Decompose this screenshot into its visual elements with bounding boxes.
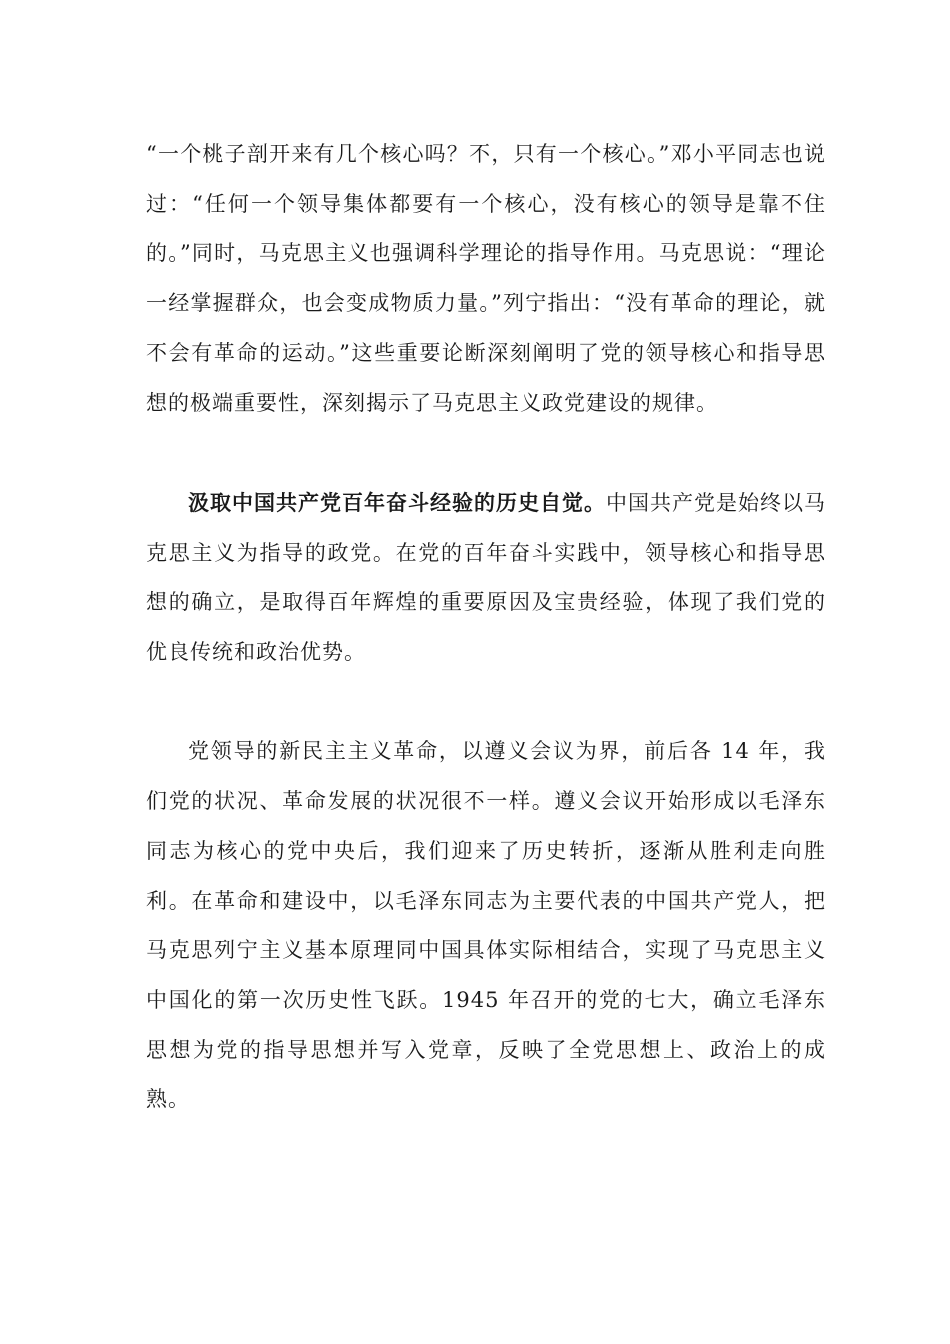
paragraph-spacer xyxy=(146,678,826,728)
paragraph-text: 党领导的新民主主义革命，以遵义会议为界，前后各 14 年，我们党的状况、革命发展的状况很不一样。遵义会议开始形成以毛泽东同志为核心的党中央后，我们迎来了历史转折，逐渐从胜利走向胜利。在革命和建设中，以毛泽东同志为主要代表的中国共产党人，把马克思列宁主义基本原理同中国具体实际相结合，实现了马克思主义中国化的第一次历史性飞跃。1945 年召开的党的七大，确立毛泽东思想为党的指导思想并写入党章，反映了全党思想上、政治上的成熟。 xyxy=(146,739,826,1112)
paragraph-heading: 汲取中国共产党百年奋斗经验的历史自觉。 xyxy=(188,489,606,515)
paragraph-core-leadership-quotes xyxy=(146,130,826,428)
paragraph-new-democratic-revolution xyxy=(146,727,826,1125)
document-body xyxy=(146,130,826,1125)
paragraph-spacer xyxy=(146,428,826,478)
paragraph-text: “一个桃子剖开来有几个核心吗？不，只有一个核心。”邓小平同志也说过：“任何一个领导集体都要有一个核心，没有核心的领导是靠不住的。”同时，马克思主义也强调科学理论的指导作用。马克思说：“理论一经掌握群众，也会变成物质力量。”列宁指出：“没有革命的理论，就不会有革命的运动。”这些重要论断深刻阐明了党的领导核心和指导思想的极端重要性，深刻揭示了马克思主义政党建设的规律。 xyxy=(146,142,826,415)
paragraph-text: 中国共产党是始终以马克思主义为指导的政党。在党的百年奋斗实践中，领导核心和指导思想的确立，是取得百年辉煌的重要原因及宝贵经验，体现了我们党的优良传统和政治优势。 xyxy=(146,490,826,665)
paragraph-historical-consciousness xyxy=(146,478,826,678)
